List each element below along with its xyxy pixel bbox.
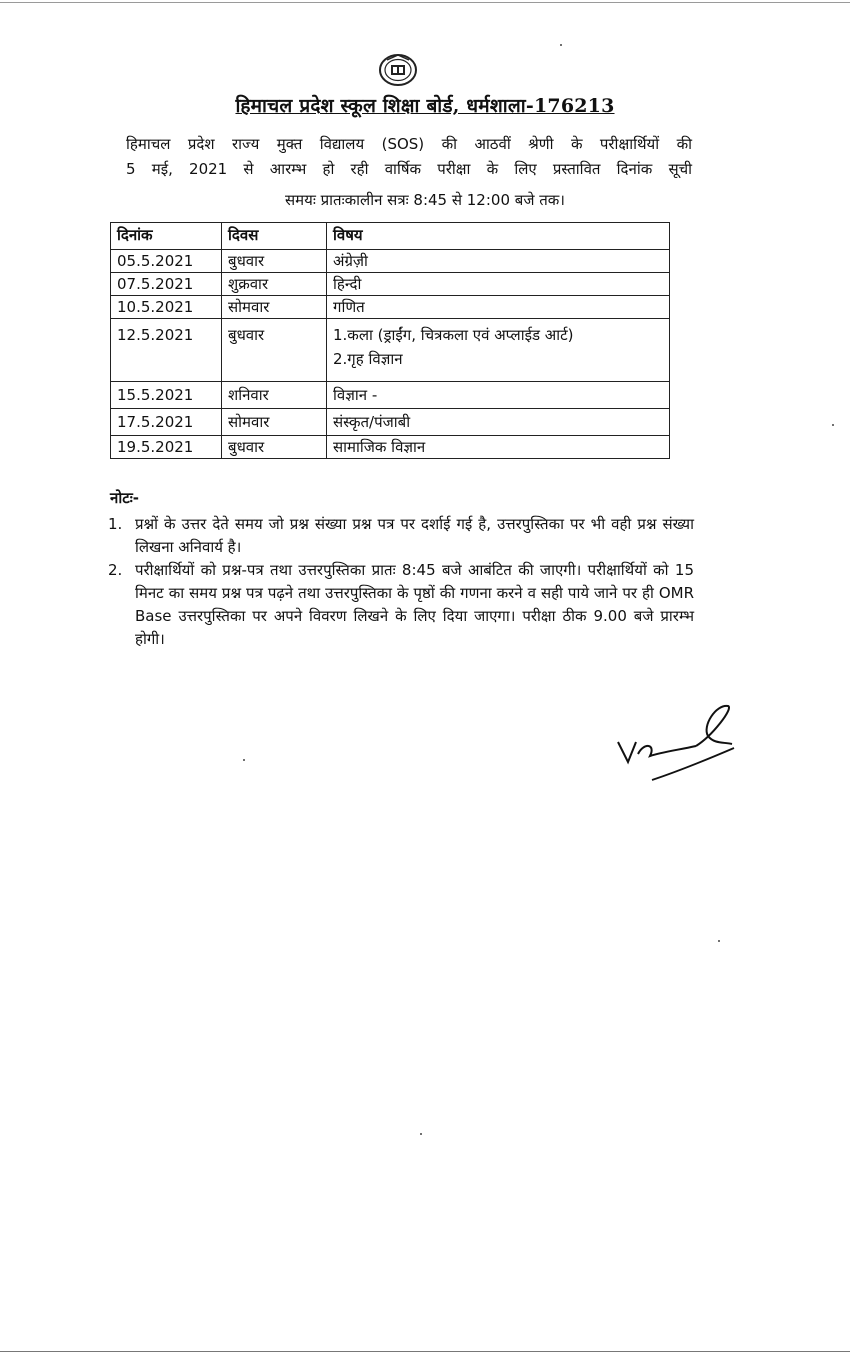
intro-line-1: हिमाचल प्रदेश राज्य मुक्त विद्यालय (SOS) की आठवीं श्रेणी के परीक्षार्थियों की [126, 135, 692, 153]
scan-bottom-edge [0, 1351, 850, 1352]
table-row [111, 382, 670, 409]
row-subject: 1.कला (ड्राईंग, चित्रकला एवं अप्लाईड आर्ट) [333, 326, 574, 344]
notes-heading: नोटः- [110, 489, 140, 507]
note-text: प्रश्नों के उत्तर देते समय जो प्रश्न संख्या प्रश्न पत्र पर दर्शाई गई है, उत्तरपुस्तिका पर भी वही प्रश्न संख्या लिखना अनिवार्य है। [135, 515, 694, 556]
table-row [111, 273, 670, 296]
row-subject: हिन्दी [327, 273, 670, 296]
scan-speck [832, 424, 834, 426]
table-row [111, 436, 670, 459]
row-subject: सामाजिक विज्ञान [327, 436, 670, 459]
table-header-row [111, 223, 670, 250]
row-date: 17.5.2021 [111, 409, 222, 436]
row-subject-2: 2.गृह विज्ञान [333, 350, 403, 368]
row-day: बुधवार [222, 250, 327, 273]
row-date: 10.5.2021 [111, 296, 222, 319]
page-title: हिमाचल प्रदेश स्कूल शिक्षा बोर्ड, धर्मशाला-176213 [235, 95, 615, 117]
exam-time: समयः प्रातःकालीन सत्रः 8:45 से 12:00 बजे तक। [285, 191, 565, 209]
row-day: बुधवार [222, 319, 327, 382]
row-subject: अंग्रेज़ी [327, 250, 670, 273]
note-number: 2. [108, 561, 123, 579]
header-subject: विषय [327, 223, 670, 250]
intro-line-2: 5 मई, 2021 से आरम्भ हो रही वार्षिक परीक्षा के लिए प्रस्तावित दिनांक सूची [126, 160, 692, 178]
row-date: 05.5.2021 [111, 250, 222, 273]
row-subject-multi [327, 319, 670, 382]
note-item [108, 559, 694, 651]
note-item [108, 513, 694, 559]
row-day: शनिवार [222, 382, 327, 409]
scan-speck [420, 1133, 422, 1135]
table-row [111, 296, 670, 319]
scan-speck [560, 44, 562, 46]
board-emblem-icon [378, 52, 418, 88]
date-sheet-table [110, 222, 670, 459]
row-subject: गणित [327, 296, 670, 319]
row-subject: विज्ञान - [327, 382, 670, 409]
scan-speck [718, 940, 720, 942]
row-day: शुक्रवार [222, 273, 327, 296]
note-number: 1. [108, 515, 123, 533]
row-date: 12.5.2021 [111, 319, 222, 382]
header-day: दिवस [222, 223, 327, 250]
header-date: दिनांक [111, 223, 222, 250]
scan-speck [243, 759, 245, 761]
table-row [111, 250, 670, 273]
handwritten-signature [616, 702, 746, 788]
scan-top-edge [0, 2, 850, 3]
row-date: 15.5.2021 [111, 382, 222, 409]
row-date: 07.5.2021 [111, 273, 222, 296]
note-text: परीक्षार्थियों को प्रश्न-पत्र तथा उत्तरपुस्तिका प्रातः 8:45 बजे आबंटित की जाएगी। परीक्षार्थियों को 15 मिनट का समय प्रश्न पत्र पढ़ने तथा उत्तरपुस्तिका के पृष्ठों की गणना करने व सही पाये जाने पर ही OMR Base उत्तरपुस्तिका पर अपने विवरण लिखने के लिए दिया जाएगा। परीक्षा ठीक 9.00 बजे प्रारम्भ होगी। [135, 561, 694, 648]
row-day: बुधवार [222, 436, 327, 459]
row-date: 19.5.2021 [111, 436, 222, 459]
row-day: सोमवार [222, 296, 327, 319]
table-row [111, 319, 670, 382]
row-day: सोमवार [222, 409, 327, 436]
table-row [111, 409, 670, 436]
row-subject: संस्कृत/पंजाबी [327, 409, 670, 436]
